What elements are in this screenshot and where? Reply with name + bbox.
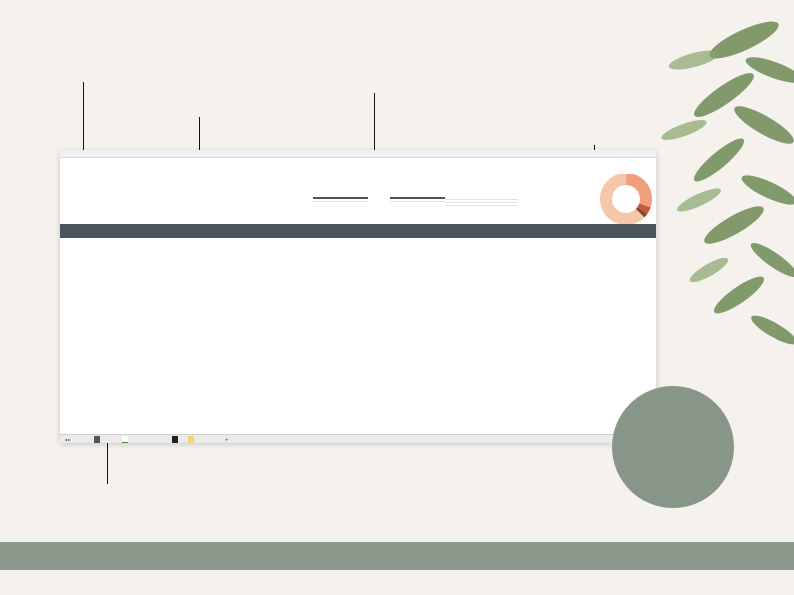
callout-line-start: [107, 440, 108, 484]
column-letters: [60, 150, 656, 158]
sheet-tabs-bar: [60, 434, 656, 443]
tab-data[interactable]: [172, 436, 178, 443]
tab-scroll-arrows[interactable]: ◂ ▸: [65, 437, 71, 442]
purchased-summary: [313, 197, 368, 202]
tab-start-here[interactable]: [94, 436, 100, 443]
prefilled-circle: [612, 386, 734, 508]
items-summary: [446, 197, 518, 206]
estimated-summary: [390, 197, 445, 202]
add-sheet-icon[interactable]: +: [225, 437, 229, 442]
inventory-table: [60, 224, 656, 238]
tab-home-inventory-list[interactable]: [122, 436, 128, 443]
tab-example[interactable]: [188, 436, 194, 443]
callout-line-rows: [83, 82, 84, 152]
footer-banner: [0, 542, 794, 570]
table-header: [60, 224, 656, 238]
category-bar-chart: [64, 172, 314, 224]
owner-pie-chart: [600, 174, 652, 224]
spreadsheet-window: [60, 150, 656, 442]
